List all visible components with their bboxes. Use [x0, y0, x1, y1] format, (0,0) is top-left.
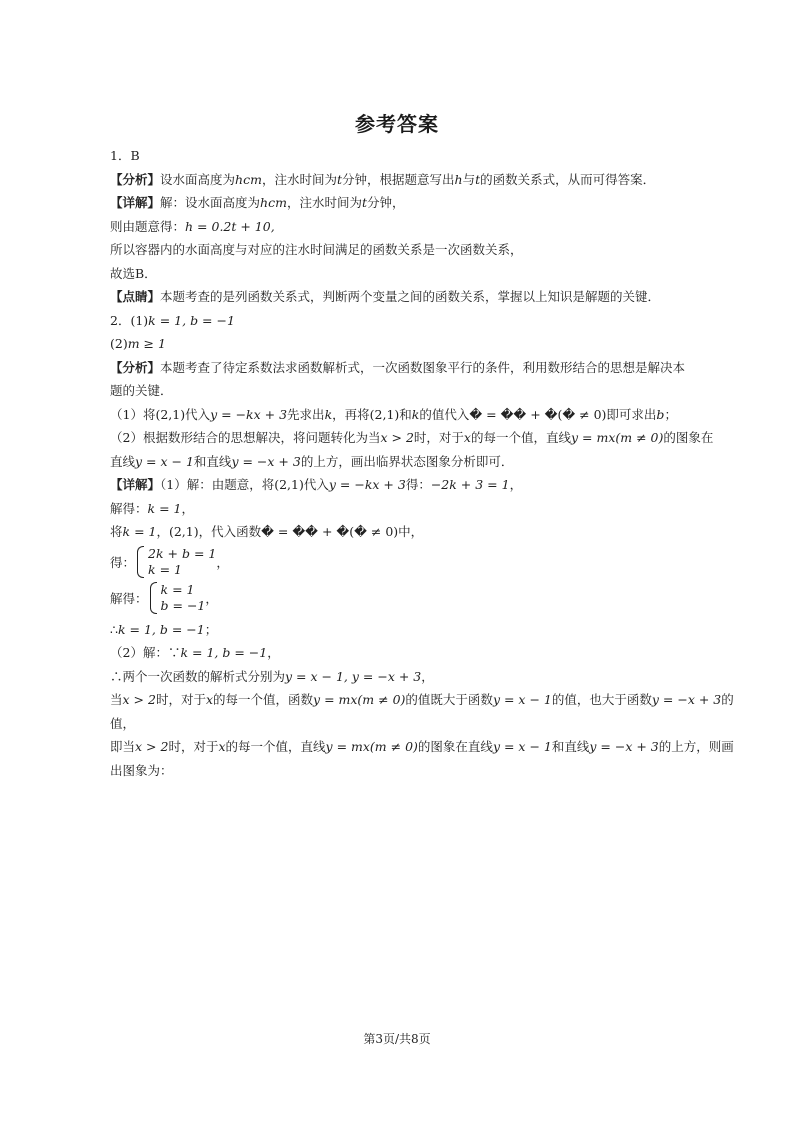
q2-system-1: 得： 2k + b = 1 k = 1 ，: [110, 545, 229, 577]
q1-choice: 故选B．: [110, 265, 157, 281]
q2-analysis-step2: （2）根据数形结合的思想解决，将问题转化为当x > 2时，对于x的每一个值，直线y = mx(m ≠ 0)的图象在: [110, 430, 714, 445]
q2-substitute: 将k = 1，(2,1)，代入函数� = �� + �(� ≠ 0)中，: [110, 524, 424, 539]
q1-analysis: 【分析】设水面高度为hcm，注水时间为t分钟，根据题意写出h与t的函数关系式，从而可得答案．: [110, 171, 656, 187]
q1-comment: 【点睛】本题考查的是列函数关系式，判断两个变量之间的函数关系，掌握以上知识是解题的关键．: [110, 289, 661, 304]
brace-symbol: [137, 546, 144, 578]
q1-detail: 【详解】解：设水面高度为hcm，注水时间为t分钟，: [110, 195, 405, 210]
q2-answer-2: (2)m ≥ 1: [110, 336, 166, 351]
q1-conclusion: 所以容器内的水面高度与对应的注水时间满足的函数关系是一次函数关系，: [110, 242, 523, 257]
q2-analysis-step2-cont: 直线y = x − 1和直线y = −x + 3的上方，画出临界状态图象分析即可．: [110, 453, 514, 469]
page-footer: 第3页/共8页: [363, 1032, 431, 1046]
answer-body: [110, 144, 734, 782]
q2-condition: 当x > 2时，对于x的每一个值，函数y = mx(m ≠ 0)的值既大于函数y = x − 1的值，也大于函数y = −x + 3的: [110, 692, 734, 707]
q2-part2-start: （2）解：∵k = 1, b = −1，: [110, 645, 280, 660]
q1-answer: 1．B: [110, 148, 140, 163]
q2-two-functions: ∴两个一次函数的解析式分别为y = x − 1, y = −x + 3，: [110, 668, 434, 684]
q2-graph-intro: 出图象为：: [110, 762, 173, 778]
q2-condition-cont: 值，: [110, 715, 136, 731]
q2-system-2: 解得： k = 1 b = −1 ，: [110, 581, 218, 613]
page-title: 参考答案: [355, 112, 439, 136]
q2-result-1: ∴k = 1, b = −1；: [110, 621, 218, 637]
q1-equation: 则由题意得：h = 0.2t + 10,: [110, 218, 275, 234]
q2-detail: 【详解】（1）解：由题意，将(2,1)代入y = −kx + 3得：−2k + 3 = 1，: [110, 477, 523, 492]
q2-answer-1: 2．(1)k = 1, b = −1: [110, 312, 235, 328]
q2-analysis: 【分析】本题考查了待定系数法求函数解析式，一次函数图象平行的条件，利用数形结合的思想是解决本题的关键．: [110, 359, 686, 398]
q2-analysis-step1: （1）将(2,1)代入y = −kx + 3先求出k，再将(2,1)和k的值代入� = �� + �(� ≠ 0)即可求出b；: [110, 406, 677, 422]
q2-solve-k: 解得：k = 1，: [110, 500, 194, 516]
brace-symbol: [150, 582, 157, 614]
q2-graph-statement: 即当x > 2时，对于x的每一个值，直线y = mx(m ≠ 0)的图象在直线y = x − 1和直线y = −x + 3的上方，则画: [110, 739, 734, 754]
